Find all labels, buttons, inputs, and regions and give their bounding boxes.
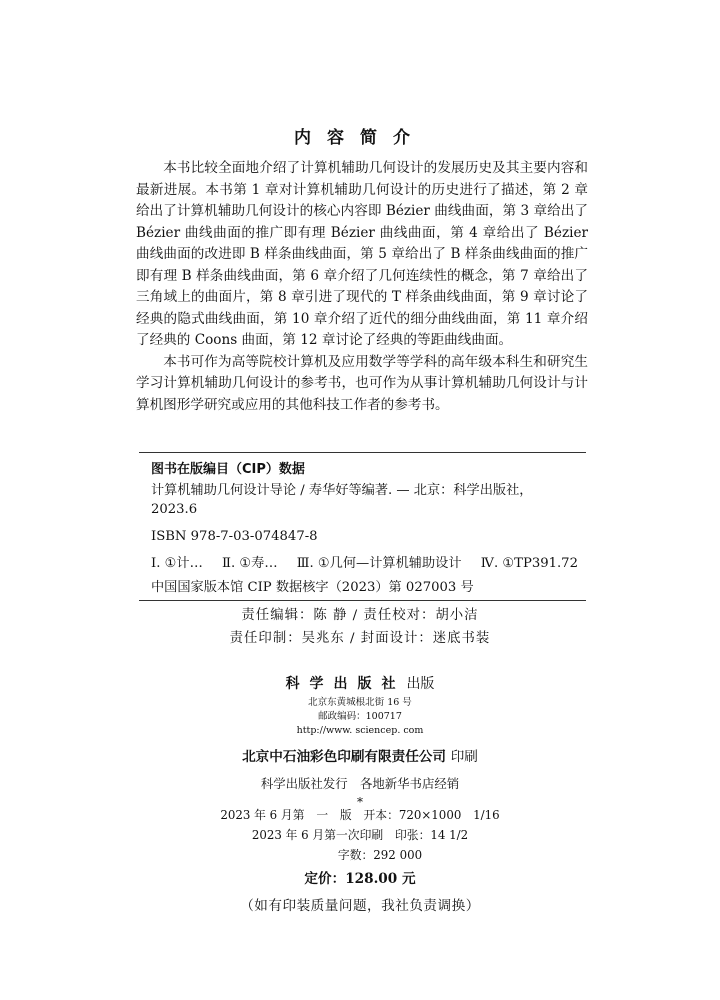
distribution: 科学出版社发行 各地新华书店经销	[260, 776, 460, 791]
edition-line-1: 2023 年 6 月第 一 版 开本：720×1000 1/16	[220, 808, 500, 822]
cip-title-line: 计算机辅助几何设计导论 / 寿华好等编著. — 北京：科学出版社，	[151, 483, 533, 498]
edition-block	[0, 805, 720, 918]
quality-notice: （如有印装质量问题，我社负责调换）	[240, 898, 480, 914]
intro-paragraph-1: 本书比较全面地介绍了计算机辅助几何设计的发展历史及其主要内容和最新进展。本书第 1 章对计算机辅助几何设计的历史进行了描述，第 2 章给出了计算机辅助几何设计的核心内容即 Bézier 曲线曲面，第 3 章给出了 Bézier 曲线曲面的推广即有理 Bézier 曲线曲面，第 4 章给出了 Bézier 曲线曲面的改进即 B 样条曲线曲面，第 5 章给出了 B 样条曲线曲面的推广即有理 B 样条曲线曲面，第 6 章介绍了几何连续性的概念，第 7 章给出了三角域上的曲面片，第 8 章引进了现代的 T 样条曲线曲面，第 9 章讨论了经典的隐式曲线曲面，第 10 章介绍了近代的细分曲线曲面，第 11 章介绍了经典的 Coons 曲面，第 12 章讨论了经典的等距曲线曲面。	[136, 160, 588, 348]
cip-classification	[151, 554, 586, 573]
credits	[0, 604, 720, 650]
intro-paragraph-2: 本书可作为高等院校计算机及应用数学等学科的高年级本科生和研究生学习计算机辅助几何设计的参考书，也可作为从事计算机辅助几何设计与计算机图形学研究或应用的其他科技工作者的参考书。	[136, 353, 588, 413]
word-count: 字数：292 000	[337, 848, 423, 862]
cip-block	[139, 452, 586, 601]
publisher-block	[0, 672, 720, 808]
intro-title: 内容简介	[294, 128, 426, 148]
cip-year-line: 2023.6	[151, 502, 198, 517]
cip-class-4: Ⅳ. ①TP391.72	[480, 556, 578, 571]
separator-star: *	[357, 795, 363, 809]
price: 定价：128.00 元	[304, 871, 416, 887]
publisher-name: 科学出版社	[285, 676, 406, 692]
publisher-website: http://www. sciencep. com	[296, 725, 424, 736]
publisher-address: 北京东黄城根北街 16 号	[308, 697, 412, 708]
cip-record-number: 中国国家版本馆 CIP 数据核字（2023）第 027003 号	[151, 580, 474, 595]
credits-production: 责任印制：吴兆东 / 封面设计：迷底书装	[229, 631, 491, 646]
printer-suffix: 印刷	[450, 749, 478, 765]
printer-name: 北京中石油彩色印刷有限责任公司	[242, 749, 446, 765]
cip-isbn: ISBN 978-7-03-074847-8	[151, 529, 318, 544]
cip-heading: 图书在版编目（CIP）数据	[151, 462, 305, 477]
printer-line	[0, 744, 720, 770]
cip-class-2: Ⅱ. ①寿…	[222, 556, 278, 571]
publisher-postcode: 邮政编码：100717	[318, 711, 402, 722]
edition-line-2: 2023 年 6 月第一次印刷 印张：14 1/2	[251, 828, 469, 842]
publisher-suffix: 出版	[406, 676, 435, 692]
intro-section	[136, 158, 588, 416]
cip-class-1: Ⅰ. ①计…	[151, 556, 203, 571]
cip-class-3: Ⅲ. ①几何—计算机辅助设计	[296, 556, 462, 571]
credits-editors: 责任编辑：陈 静 / 责任校对：胡小洁	[241, 608, 479, 623]
publisher-line	[0, 672, 720, 696]
